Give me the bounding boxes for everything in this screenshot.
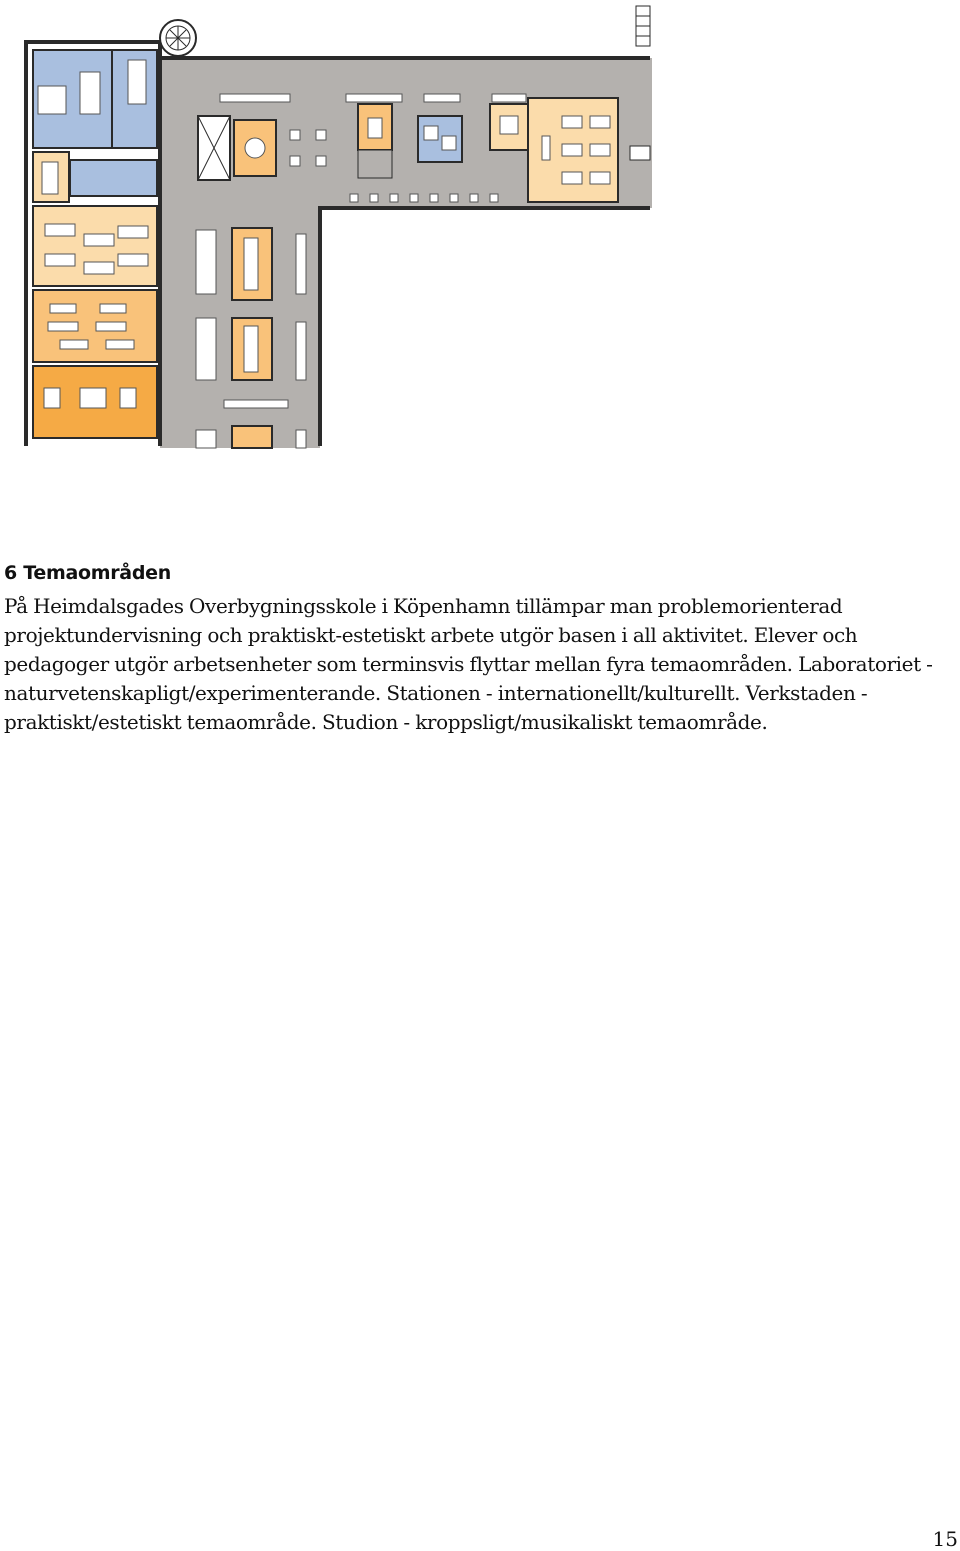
spiral-stair	[160, 20, 196, 56]
section-heading: 6 Temaområden	[4, 562, 171, 584]
room-vertical-1	[232, 228, 272, 300]
room-vertical-2	[232, 318, 272, 380]
room-blue-top	[33, 50, 157, 148]
room-top-3	[418, 116, 462, 162]
page-number: 15	[932, 1527, 958, 1551]
room-blue-small	[33, 152, 157, 202]
room-top-1	[198, 116, 276, 180]
room-dark-orange-left	[33, 366, 157, 438]
room-light-orange-left	[33, 206, 157, 286]
room-orange-left	[33, 290, 157, 362]
body-paragraph: På Heimdalsgades Overbygningsskole i Köpenhamn tillämpar man problemorienterad projektundervisning och praktiskt-estetiskt arbete utgör basen i all aktivitet. Elever och pedagoger utgör arbetsenheter som terminsvis flyttar mellan fyra temaområden. Laboratoriet - naturvetenskapligt/experimenterande. Stationen - internationellt/kulturellt. Verkstaden - praktiskt/estetiskt temaområde. Studion - kroppsligt/musikaliskt temaområde.	[4, 594, 933, 734]
room-vertical-3	[232, 426, 272, 448]
floor-plan-image	[0, 0, 660, 450]
room-top-2	[358, 104, 392, 178]
